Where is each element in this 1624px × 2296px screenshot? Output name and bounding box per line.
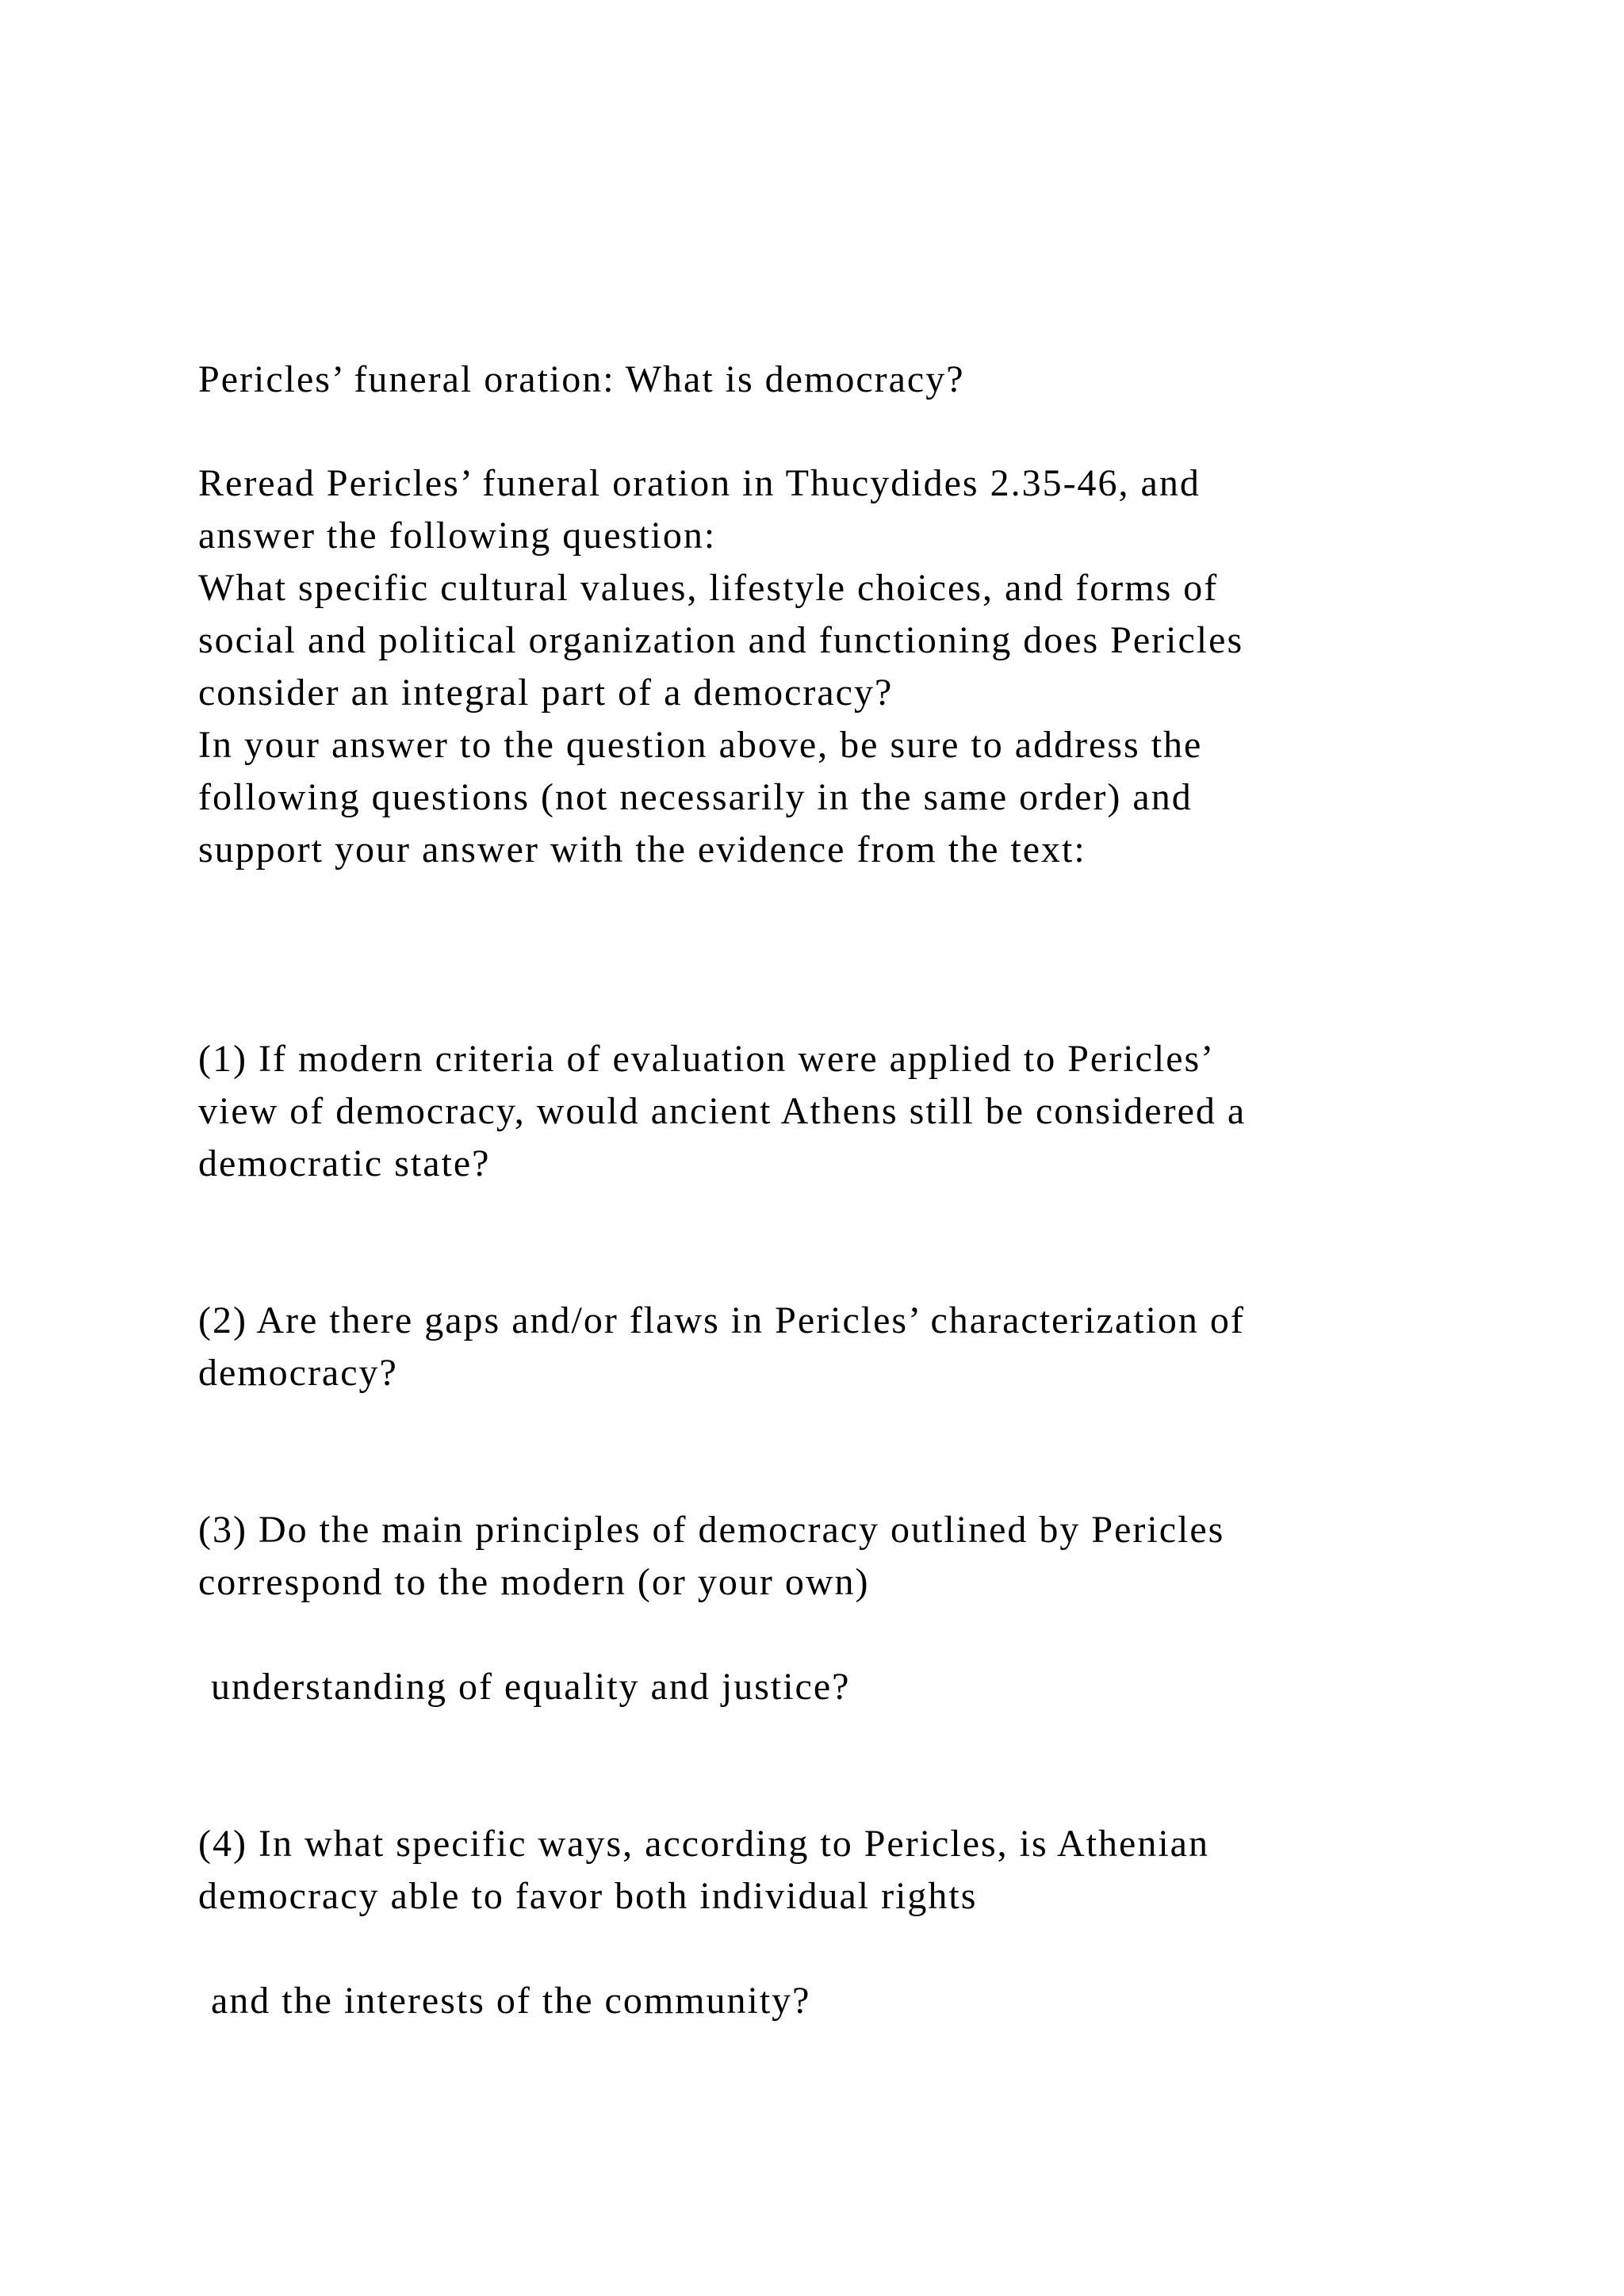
intro-line: answer the following question:	[198, 515, 717, 557]
document-title: Pericles’ funeral oration: What is democracy?	[198, 358, 965, 400]
question-4-continuation: and the interests of the community?	[211, 1980, 811, 2022]
question-4-line: (4) In what specific ways, according to Pericles, is Athenian	[198, 1823, 1209, 1865]
question-1-line: (1) If modern criteria of evaluation were applied to Pericles’	[198, 1038, 1216, 1080]
intro-line: support your answer with the evidence from the text:	[198, 828, 1086, 871]
question-2-line: democracy?	[198, 1352, 398, 1394]
intro-line: In your answer to the question above, be sure to address the	[198, 724, 1203, 766]
question-2-line: (2) Are there gaps and/or flaws in Pericles’ characterization of	[198, 1299, 1245, 1341]
intro-line: Reread Pericles’ funeral oration in Thucydides 2.35-46, and	[198, 462, 1201, 504]
intro-line: What specific cultural values, lifestyle choices, and forms of	[198, 567, 1219, 609]
question-3-line: correspond to the modern (or your own)	[198, 1561, 870, 1603]
question-3-continuation: understanding of equality and justice?	[211, 1666, 851, 1708]
intro-line: consider an integral part of a democracy?	[198, 672, 894, 714]
intro-line: following questions (not necessarily in the same order) and	[198, 776, 1193, 818]
intro-line: social and political organization and functioning does Pericles	[198, 619, 1244, 661]
question-3-line: (3) Do the main principles of democracy outlined by Pericles	[198, 1509, 1225, 1551]
question-4-line: democracy able to favor both individual rights	[198, 1875, 978, 1917]
question-1-line: democratic state?	[198, 1142, 491, 1184]
question-1-line: view of democracy, would ancient Athens still be considered a	[198, 1090, 1247, 1132]
